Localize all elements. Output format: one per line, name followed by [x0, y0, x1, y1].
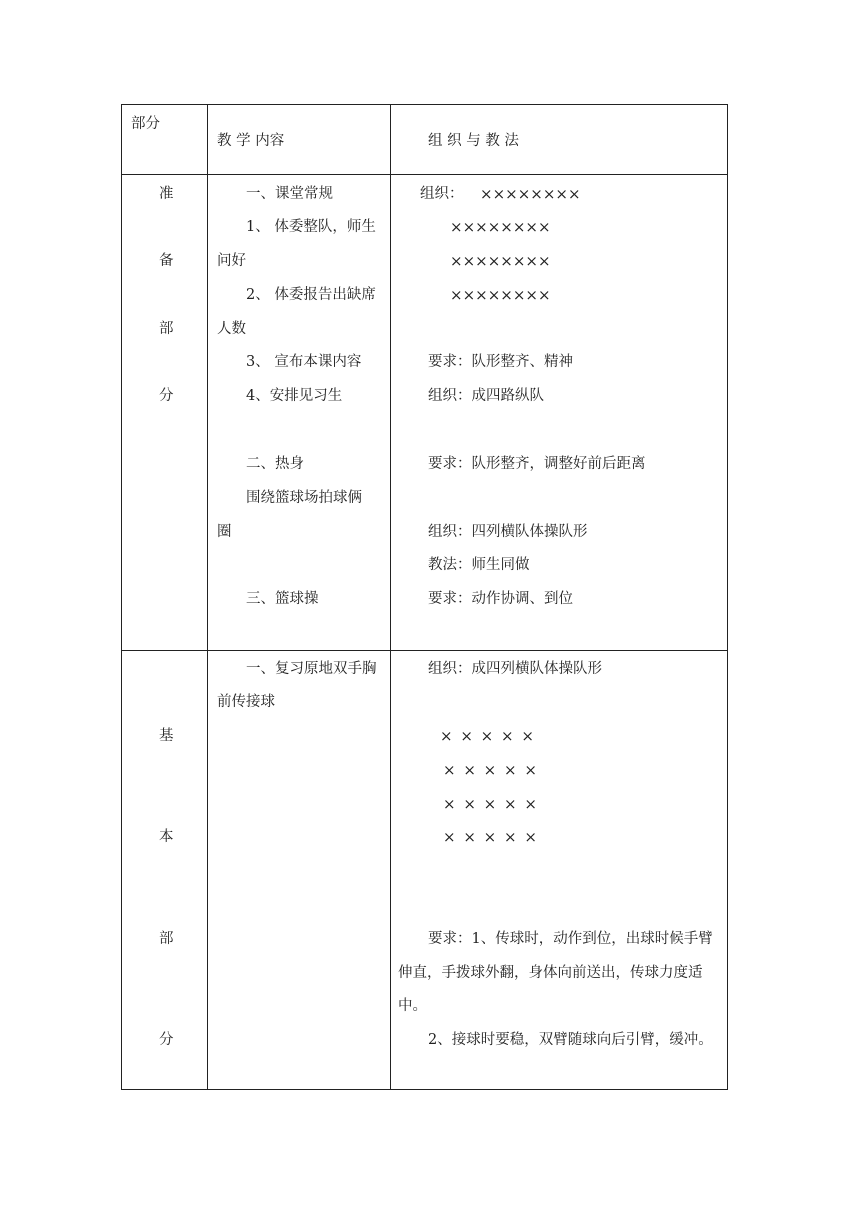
- prep-content-line: 2、 体委报告出缺席: [246, 287, 376, 303]
- basic-method-line: 组织：成四列横队体操队形: [428, 661, 602, 677]
- prep-content-line: 4、安排见习生: [246, 388, 343, 404]
- prep-method-line: 组织：成四路纵队: [428, 388, 544, 404]
- basic-method-line: 伸直，手拨球外翻，身体向前送出，传球力度适: [398, 965, 703, 981]
- header-method: 组 织 与 教 法: [428, 133, 519, 149]
- formation-row: × × × × ×: [443, 761, 537, 779]
- prep-content-line: 圈: [217, 524, 232, 540]
- prep-method-line: 要求：动作协调、到位: [428, 591, 573, 607]
- formation-row: ××××××××: [450, 252, 551, 270]
- prep-content-line: 问好: [217, 253, 246, 269]
- prep-content-line: 二、热身: [246, 456, 304, 472]
- basic-method-line: 要求：1、传球时，动作到位，出球时候手臂: [428, 931, 713, 947]
- formation-row: × × × × ×: [440, 727, 534, 745]
- prep-section-char: 分: [159, 388, 174, 404]
- formation-row: × × × × ×: [443, 795, 537, 813]
- basic-section-char: 部: [159, 931, 174, 947]
- formation-row: ××××××××: [450, 286, 551, 304]
- basic-section-char: 分: [159, 1032, 174, 1048]
- prep-content-line: 3、 宣布本课内容: [246, 354, 362, 370]
- formation-row: ××××××××: [480, 185, 581, 203]
- prep-section-char: 准: [159, 186, 174, 202]
- prep-method-line: 要求：队形整齐、精神: [428, 354, 573, 370]
- prep-method-line: 组织：四列横队体操队形: [428, 524, 588, 540]
- prep-method-line: 组织：: [420, 186, 464, 202]
- prep-method-line: 教法：师生同做: [428, 557, 530, 573]
- header-divider: [122, 174, 727, 175]
- prep-content-line: 人数: [217, 321, 246, 337]
- basic-method-line: 2、接球时要稳，双臂随球向后引臂，缓冲。: [428, 1032, 713, 1048]
- formation-row: ××××××××: [450, 218, 551, 236]
- prep-method-line: 要求：队形整齐，调整好前后距离: [428, 456, 646, 472]
- basic-method-line: 中。: [398, 998, 427, 1014]
- basic-section-char: 本: [159, 829, 174, 845]
- header-part: 部分: [131, 116, 160, 132]
- basic-content-line: 一、复习原地双手胸: [246, 661, 377, 677]
- prep-content-line: 三、篮球操: [246, 591, 319, 607]
- formation-row: × × × × ×: [443, 828, 537, 846]
- prep-content-line: 一、课堂常规: [246, 186, 333, 202]
- prep-section-char: 部: [159, 321, 174, 337]
- prep-section-char: 备: [159, 253, 174, 269]
- header-content: 教 学 内容: [217, 133, 285, 149]
- prep-content-line: 1、 体委整队，师生: [246, 219, 376, 235]
- prep-content-line: 围绕篮球场拍球俩: [246, 490, 362, 506]
- column-divider-2: [390, 105, 391, 1089]
- basic-section-char: 基: [159, 728, 174, 744]
- basic-content-line: 前传接球: [217, 694, 275, 710]
- section-divider: [122, 650, 727, 651]
- lesson-plan-table: [121, 104, 728, 1090]
- column-divider-1: [207, 105, 208, 1089]
